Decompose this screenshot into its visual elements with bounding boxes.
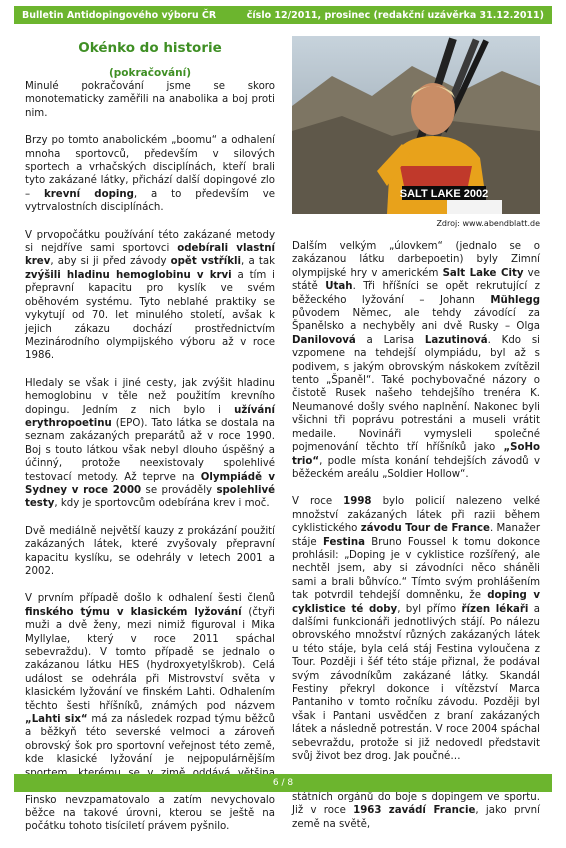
sign-text: SALT LAKE 2002 [399,188,489,200]
paragraph [25,377,275,511]
text-run: , byl přímo [397,603,462,615]
left-column [25,80,275,848]
paragraph [25,229,275,363]
text-run: a Larisa [355,334,425,346]
text-run: Brzy po tomto anabolickém „boomu“ a odhalení mnoha sportovců, především v silových sportech a vrhačských disciplínách, kteří brali tyto zakázané látky, přichází další dopingové zlo – [25,135,275,200]
skier-illustration [292,36,540,214]
text-run: státních orgánů do boje s dopingem ve sportu. Již v roce [292,791,540,817]
bold-text: Utah [325,281,353,293]
bold-text: Mühlegg [490,294,540,306]
bold-text: zavádí Francie [388,805,476,817]
article-subtitle: (pokračování) [108,67,192,79]
bold-text: Olympiádě v Sydney v roce 2000 [25,471,275,496]
paragraph [25,525,275,579]
paragraph [25,80,275,120]
text-run: , a tak [241,256,275,268]
text-run: , a to především ve vytrvalostních disciplínách. [25,188,275,214]
bold-text: Salt Lake City [442,267,524,279]
text-run: (EPO). Tato látka se dostala na seznam zakázaných preparátů až v roce 1990. Boj s touto látkou však nebyl dlouho úspěšný a účinný, protože neexistovaly spolehlivé testovací metody. Až teprve na [25,417,275,483]
bold-text: závodu Tour de France [360,523,490,535]
footer-bar [14,774,552,792]
text-run: , aby si ji před závody [50,256,171,268]
bold-text: 1963 [353,805,382,817]
text-run: má za následek rozpad týmu běžců a běžkyň této severské velmoci a zároveň obrovský šok pro sportovní veřejnost této země, kde klasické lyžování je nejpopulárnějším Finsko nevzpamatovalo a zatím nevychovalo běžce na takové úrovni, kterou se ještě na počátku tohoto tisíciletí právem pyšnilo. [25,714,275,833]
bold-text: Lazutinová [424,334,488,346]
paragraph [292,495,540,763]
bold-text: spolehlivé testy [25,484,275,510]
text-run: původem Němec, ale tehdy závodící za Španělsko a nechyběly ani dvě Rusky – Olga [292,308,540,333]
text-run: , kdy je sportovcům odebírána krev i moč. [54,498,270,510]
bold-text: Danilovová [292,334,356,346]
text-run: . Kdo si vzpomene na tehdejší olympiádu, byl až s podivem, s jakým obrovským náskokem zvítězil tento „Španěl“. Také pochybovačné názory o čistotě Rusek našeho tehdejšího trenéra K. Neumanové došly svého naplnění. Nakonec byli všichni tři poprávu potrestáni a museli vrátit medaile. Novináři vymysleli společné pojmenování těchto tří hříšníků jako [292,334,540,454]
paragraph [25,592,275,833]
text-run: bylo policií nalezeno velké množství zakázaných látek při razii během cyklistického [292,496,541,535]
text-run: . Tři hříšníci se opět rekrutující z běžeckého lyžování – Johann [292,281,541,306]
bold-text: finského týmu v klasickém lyžování [25,606,242,618]
text-run [381,805,388,816]
text-run: Dalším velkým „úlovkem“ (jednalo se o zakázanou látku darbepoetin) byly Zimní olympijské hry v americkém [292,241,540,279]
bold-text: 1998 [343,496,372,508]
bold-text: doping v cyklistice té doby [292,590,541,615]
article-title: Okénko do historie [78,40,222,56]
bold-text: krevní doping [43,188,134,200]
bold-text: užívání erythropoetinu [25,404,275,429]
bold-text: zvýšili hladinu hemoglobinu v krvi [25,269,232,281]
photo-credit: Zdroj: www.abendblatt.de [436,219,540,228]
text-run: Minulé pokračování jsme se skoro monotematicky zaměřili na anabolika a boj proti nim. [25,81,275,119]
text-run: Hledaly se však i jiné cesty, jak zvýšit hladinu hemoglobinu v těle než použitím krevního dopingu. Jedním z nich bylo i [25,377,275,416]
text-run: se prováděly [141,484,217,496]
bold-text: opět vstříkli [170,256,242,268]
text-run: V prvopočátku používání této zakázané metody si nejdříve sami sportovci [25,229,275,255]
paragraph [292,240,540,481]
bold-text: „Lahti six“ [25,714,88,726]
text-run: Bruno Foussel k tomu dokonce prohlásil: „Doping je v cyklistice rozšířený, ale nechtěl jsem, aby si závodníci něco sháněli sami a brali bůhvíco.“ Tímto svým prohlášením tak potvrdil tehdejší domněnku, že [292,536,540,602]
header-bar [14,6,552,24]
text-run: (čtyři muži a dvě ženy, mezi nimiž figuroval i Mika Myllylae, který v roce 2011 spáchal sebevraždu). V tomto případě se jednalo o zakázanou látku HES (hydroxyetylškrob). Celá událost se odehrála při Mistrovství světa v klasickém lyžování ve finském Lahti. Odhalením těchto šesti hříšníků, známých pod názvem [25,606,275,712]
text-run: a tím i přepravní kapacitu pro kyslík ve svém oběhovém systému. Tyto neblahé praktiky se vykytují od 70. let minulého století, avšak k jejich zákazu dochází prostřednictvím Mezinárodního olympijského výboru až v roce 1986. [25,269,275,362]
text-run: ve státě [292,267,540,293]
bulletin-name: Bulletin Antidopingového výboru ČR [22,9,217,21]
skier-photo [292,36,540,214]
text-run: . Manažer stáje [292,523,541,548]
text-run: Dvě mediálně největší kauzy z prokázání použití zakázaných látek, které zvyšovaly přepravní kapacitu kyslíku, se odehrály v letech 2001 a 2002. [25,525,275,577]
bold-text: řízen lékaři [461,603,529,615]
bold-text: Festina [322,536,365,548]
right-column [292,240,540,845]
text-run: , podle místa konání tehdejších závodů v běžeckém areálu „Soldier Hollow“. [292,455,540,480]
page-number: 6 / 8 [272,778,294,788]
text-run: , jako první země na světě, [292,805,540,830]
text-run: V roce [292,496,344,508]
bold-text: „SoHo trio“ [292,442,540,467]
paragraph [25,134,275,214]
issue-info: číslo 12/2011, prosinec (redakční uzávěrka 31.12.2011) [246,9,544,21]
text-run: a dalšími funkcionáři jednotlivých stájí. Po nálezu obrovského množství různých zakázaných látek u této stáje, byla celá stáj Festina vyloučena z Tour. Později i šéf této stáje přiznal, že podával svým závodníkům zakázané látky. Skandál Festiny překryl dokonce i vítězství Marca Pantaniho v tomto ročníku závodu. Později byl však i Pantani usvědčen z braní zakázaných látek a následně potrestán. V roce 2004 spáchal sebevraždu, protože si již nedovedl představit svůj život bez drog. Jak poučné… [292,603,540,763]
bold-text: odebírali vlastní krev [25,243,275,268]
text-run: V prvním případě došlo k odhalení šesti členů [25,593,275,605]
